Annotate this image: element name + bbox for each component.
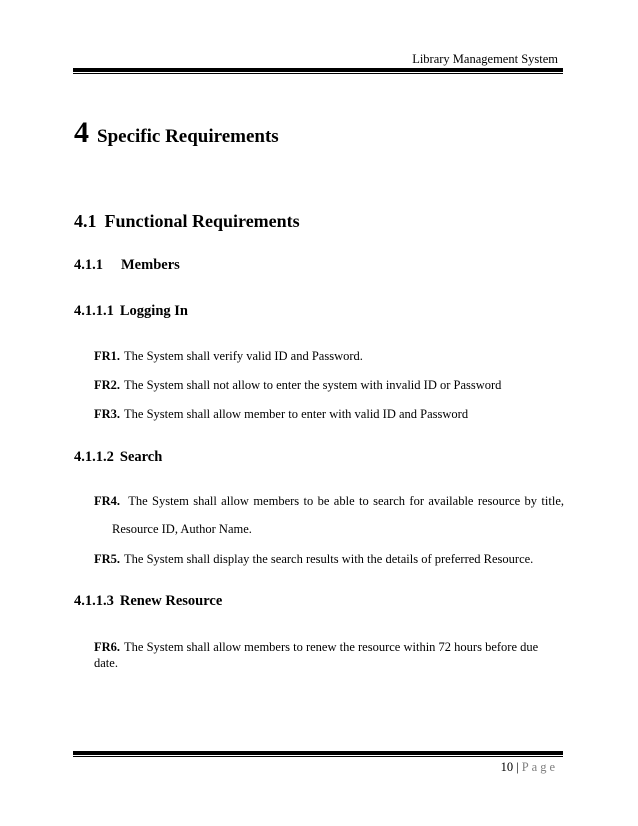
requirement-fr5 [94, 551, 564, 567]
requirement-id: FR3. [94, 407, 121, 421]
group-heading-logging-in [74, 303, 188, 320]
requirement-fr1 [94, 348, 564, 364]
group-number: 4.1.1.2 [74, 449, 114, 465]
requirement-text: The System shall allow members to renew the resource within 72 hours before due date. [94, 640, 539, 670]
requirement-text: The System shall verify valid ID and Password. [124, 349, 363, 363]
section-number: 4.1 [74, 211, 97, 231]
requirement-text: The System shall allow member to enter with valid ID and Password [124, 407, 469, 421]
chapter-heading [74, 116, 279, 150]
footer-rule [73, 751, 563, 757]
subsection-heading [74, 257, 180, 274]
requirement-fr2 [94, 377, 564, 393]
chapter-title: Specific Requirements [97, 126, 279, 147]
page-number: 10 [500, 760, 514, 774]
requirement-id: FR4. [94, 494, 121, 508]
requirement-id: FR5. [94, 552, 121, 566]
requirement-id: FR2. [94, 378, 121, 392]
requirement-fr4-continuation: Resource ID, Author Name. [112, 522, 252, 536]
page-separator: | [516, 760, 519, 774]
section-title: Functional Requirements [104, 211, 300, 231]
running-header-title: Library Management System [412, 52, 558, 66]
group-number: 4.1.1.1 [74, 303, 114, 319]
requirement-text: The System shall allow members to be able to search for available resource by title, [128, 494, 564, 508]
requirement-id: FR1. [94, 349, 121, 363]
group-heading-renew-resource [74, 593, 222, 610]
requirement-id: FR6. [94, 640, 121, 654]
header-rule [73, 68, 563, 74]
group-number: 4.1.1.3 [74, 593, 114, 609]
chapter-number: 4 [74, 116, 89, 149]
requirement-fr3 [94, 406, 564, 422]
page-word: Page [521, 760, 558, 774]
group-title: Search [119, 449, 163, 465]
requirement-text: The System shall not allow to enter the system with invalid ID or Password [124, 378, 502, 392]
requirement-fr4 [94, 493, 564, 509]
page-footer [501, 760, 558, 775]
subsection-number: 4.1.1 [74, 257, 103, 273]
group-title: Logging In [119, 303, 188, 319]
group-heading-search [74, 449, 162, 466]
requirement-fr6 [94, 639, 564, 671]
group-title: Renew Resource [119, 593, 223, 609]
subsection-title: Members [121, 257, 180, 273]
requirement-text: The System shall display the search results with the details of preferred Resource. [124, 552, 534, 566]
section-heading [74, 211, 300, 232]
